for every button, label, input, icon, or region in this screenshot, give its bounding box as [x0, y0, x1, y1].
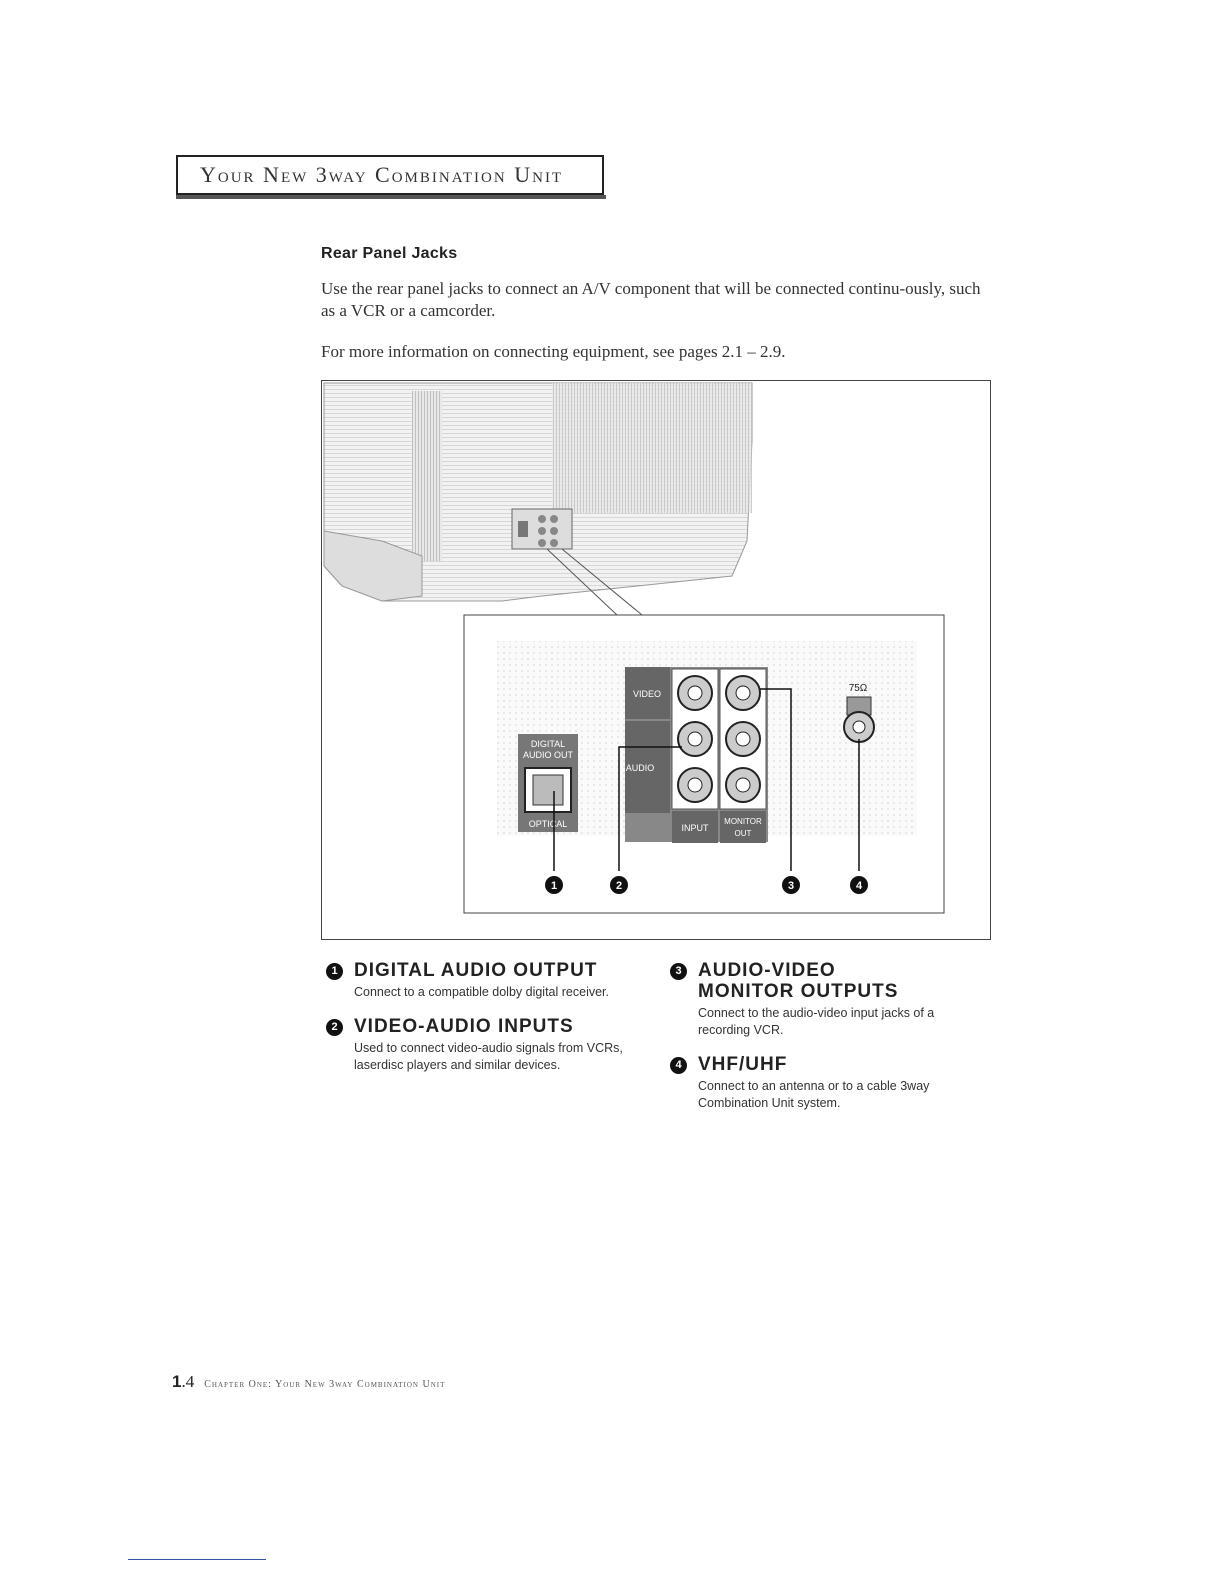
item-title: VHF/UHF [698, 1054, 788, 1075]
svg-text:INPUT: INPUT [681, 823, 709, 833]
tv-rear-body [324, 383, 752, 601]
rear-panel-illustration [322, 381, 992, 941]
callout-2-number: 2 [615, 880, 623, 892]
item-title: AUDIO-VIDEO MONITOR OUTPUTS [698, 960, 899, 1002]
footer-rule [128, 1559, 266, 1560]
item-monitor-outputs [670, 960, 970, 1040]
svg-text:AUDIO OUT: AUDIO OUT [522, 750, 574, 760]
page-footer [172, 1372, 445, 1392]
svg-text:VIDEO: VIDEO [632, 689, 662, 699]
item-title: DIGITAL AUDIO OUTPUT [354, 960, 598, 981]
callout-3-number: 3 [787, 880, 795, 892]
item-digital-audio-output [326, 960, 666, 1000]
svg-text:OUT: OUT [734, 829, 752, 838]
svg-text:DIGITAL: DIGITAL [530, 739, 566, 749]
page-number-main: 1 [172, 1372, 182, 1391]
item-number: 4 [670, 1057, 687, 1074]
item-video-audio-inputs [326, 1016, 666, 1076]
reference-paragraph: For more information on connecting equipment, see pages 2.1 – 2.9. [321, 342, 786, 361]
svg-text:OPTICAL: OPTICAL [528, 819, 568, 829]
item-description: Connect to the audio-video input jacks of a recording VCR. [698, 1006, 935, 1037]
item-number: 2 [326, 1019, 343, 1036]
page-number [172, 1372, 194, 1391]
item-description: Connect to an antenna or to a cable 3way Combination Unit system. [698, 1079, 930, 1110]
svg-text:75Ω: 75Ω [848, 683, 868, 694]
footer-chapter-title: Chapter One: Your New 3way Combination Unit [204, 1379, 446, 1390]
intro-paragraph: Use the rear panel jacks to connect an A/V component that will be connected continu-ously, such as a VCR or a camcorder. [321, 279, 981, 320]
item-number: 3 [670, 963, 687, 980]
item-title: VIDEO-AUDIO INPUTS [354, 1016, 574, 1037]
page-header-title: Your New 3way Combination Unit [200, 162, 564, 187]
item-description: Connect to a compatible dolby digital receiver. [354, 985, 610, 999]
callout-4-number: 4 [855, 880, 863, 892]
rear-panel-figure [321, 380, 991, 940]
section-heading: Rear Panel Jacks [321, 245, 458, 262]
av-jack-block [625, 667, 768, 843]
item-number: 1 [326, 963, 343, 980]
page-header-box [176, 155, 604, 195]
page-number-sub: .4 [181, 1372, 195, 1391]
item-vhf-uhf [670, 1054, 970, 1114]
svg-text:AUDIO: AUDIO [625, 763, 655, 773]
callout-1-number: 1 [550, 880, 558, 892]
svg-text:MONITOR: MONITOR [724, 817, 762, 826]
item-description: Used to connect video-audio signals from VCRs, laserdisc players and similar devices. [354, 1041, 623, 1072]
digital-audio-out-block [518, 734, 578, 832]
